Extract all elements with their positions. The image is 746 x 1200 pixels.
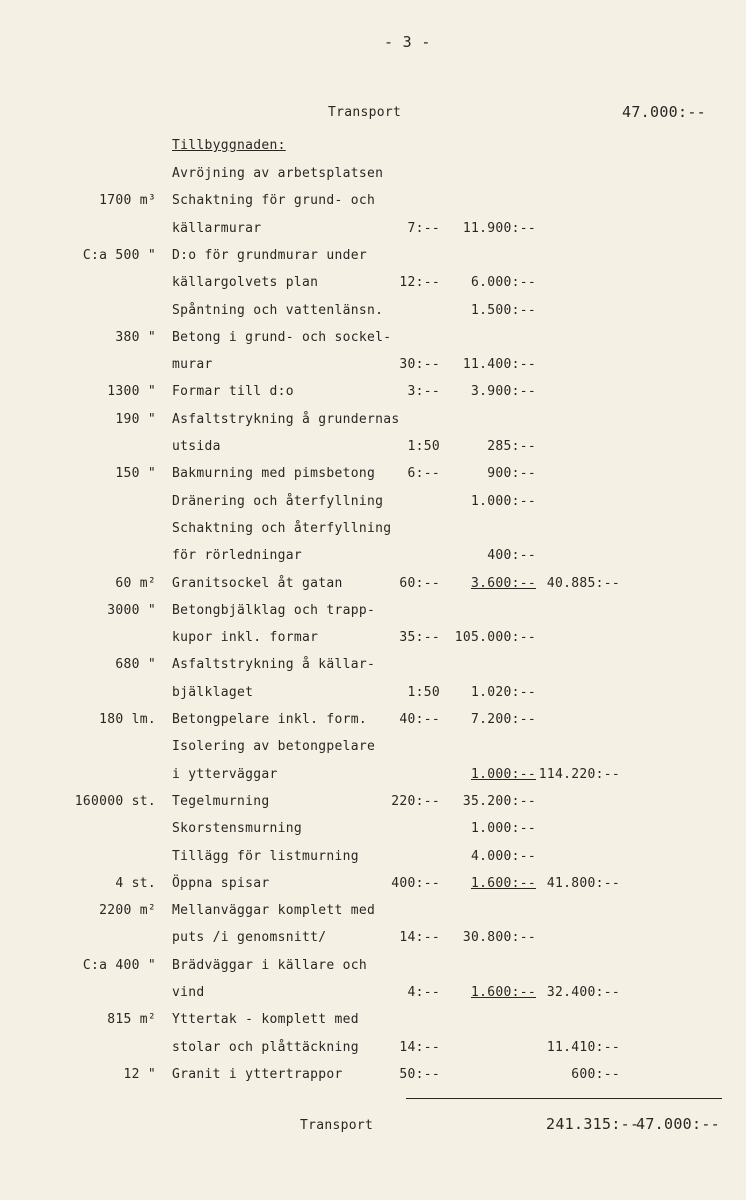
row-description: i ytterväggar — [172, 767, 278, 782]
row-subtotal: 114.220:-- — [538, 767, 620, 782]
row-quantity: 3000 " — [107, 603, 156, 618]
row-description: Brädväggar i källare och — [172, 958, 368, 973]
row-sum: 7.200:-- — [470, 712, 536, 727]
row-description: Tegelmurning — [172, 794, 270, 809]
row-sum: 4.000:-- — [470, 849, 536, 864]
row-sum: 1.000:-- — [470, 767, 536, 782]
row-quantity: 60 m² — [115, 576, 156, 591]
row-description: Spåntning och vattenlänsn. — [172, 303, 384, 318]
header-transport-label: Transport — [328, 105, 402, 120]
row-description: Granit i yttertrappor — [172, 1067, 343, 1082]
row-description: utsida — [172, 439, 221, 454]
row-description: murar — [172, 357, 213, 372]
row-description: Asfaltstrykning å grundernas — [172, 412, 400, 427]
footer-subtotal: 241.315:-- — [546, 1115, 640, 1133]
row-description: källargolvets plan — [172, 275, 319, 290]
row-description: Betongpelare inkl. form. — [172, 712, 368, 727]
row-sum: 3.600:-- — [470, 576, 536, 591]
row-quantity: 160000 st. — [74, 794, 156, 809]
row-unit-price: 400:-- — [391, 876, 440, 891]
row-quantity: 1700 m³ — [99, 193, 156, 208]
row-description: Asfaltstrykning å källar- — [172, 657, 376, 672]
row-description: Yttertak - komplett med — [172, 1012, 359, 1027]
row-description: D:o för grundmurar under — [172, 248, 368, 263]
row-quantity: 4 st. — [115, 876, 156, 891]
row-quantity: 2200 m² — [99, 903, 156, 918]
row-quantity: 12 " — [123, 1067, 156, 1082]
row-quantity: 1300 " — [107, 384, 156, 399]
row-description: kupor inkl. formar — [172, 630, 319, 645]
row-quantity: 150 " — [115, 466, 156, 481]
row-sum: 11.400:-- — [462, 357, 536, 372]
row-unit-price: 220:-- — [391, 794, 440, 809]
row-description: puts /i genomsnitt/ — [172, 930, 327, 945]
row-sum: 3.900:-- — [470, 384, 536, 399]
row-quantity: 180 lm. — [99, 712, 156, 727]
row-unit-price: 50:-- — [399, 1067, 440, 1082]
row-sum: 1.500:-- — [470, 303, 536, 318]
row-sum: 30.800:-- — [462, 930, 536, 945]
row-sum: 11.900:-- — [462, 221, 536, 236]
row-subtotal: 32.400:-- — [546, 985, 620, 1000]
row-sum: 6.000:-- — [470, 275, 536, 290]
row-unit-price: 7:-- — [407, 221, 440, 236]
row-unit-price: 35:-- — [399, 630, 440, 645]
row-sum: 1.000:-- — [470, 821, 536, 836]
row-description: Öppna spisar — [172, 876, 270, 891]
row-quantity: C:a 500 " — [82, 248, 156, 263]
row-unit-price: 4:-- — [407, 985, 440, 1000]
row-unit-price: 12:-- — [399, 275, 440, 290]
row-description: för rörledningar — [172, 548, 303, 563]
row-description: Avröjning av arbetsplatsen — [172, 166, 384, 181]
row-sum: 1.600:-- — [470, 985, 536, 1000]
row-sum: 1.600:-- — [470, 876, 536, 891]
page-number: - 3 - — [384, 33, 431, 51]
row-description: Betong i grund- och sockel- — [172, 330, 392, 345]
row-description: stolar och plåttäckning — [172, 1040, 359, 1055]
row-quantity: 815 m² — [107, 1012, 156, 1027]
row-unit-price: 40:-- — [399, 712, 440, 727]
row-sum: 400:-- — [487, 548, 536, 563]
row-description: Mellanväggar komplett med — [172, 903, 376, 918]
section-heading: Tillbyggnaden: — [172, 138, 286, 153]
footer-transport-amount: 47.000:-- — [636, 1115, 720, 1133]
row-unit-price: 60:-- — [399, 576, 440, 591]
row-subtotal: 40.885:-- — [546, 576, 620, 591]
row-quantity: 680 " — [115, 657, 156, 672]
row-sum: 105.000:-- — [454, 630, 536, 645]
row-subtotal: 600:-- — [571, 1067, 620, 1082]
row-sum: 35.200:-- — [462, 794, 536, 809]
total-rule — [406, 1098, 722, 1099]
row-description: Isolering av betongpelare — [172, 739, 376, 754]
row-description: bjälklaget — [172, 685, 254, 700]
row-description: Tillägg för listmurning — [172, 849, 359, 864]
row-unit-price: 30:-- — [399, 357, 440, 372]
row-description: vind — [172, 985, 205, 1000]
row-description: Betongbjälklag och trapp- — [172, 603, 376, 618]
row-unit-price: 3:-- — [407, 384, 440, 399]
row-description: källarmurar — [172, 221, 262, 236]
row-unit-price: 14:-- — [399, 1040, 440, 1055]
row-subtotal: 41.800:-- — [546, 876, 620, 891]
row-description: Formar till d:o — [172, 384, 294, 399]
row-description: Granitsockel åt gatan — [172, 576, 343, 591]
row-unit-price: 1:50 — [407, 439, 440, 454]
row-unit-price: 6:-- — [407, 466, 440, 481]
header-transport-amount: 47.000:-- — [622, 103, 706, 121]
row-sum: 900:-- — [487, 466, 536, 481]
row-sum: 1.020:-- — [470, 685, 536, 700]
footer-transport-label: Transport — [300, 1118, 374, 1133]
row-sum: 1.000:-- — [470, 494, 536, 509]
row-quantity: C:a 400 " — [82, 958, 156, 973]
row-description: Skorstensmurning — [172, 821, 303, 836]
row-description: Dränering och återfyllning — [172, 494, 384, 509]
row-subtotal: 11.410:-- — [546, 1040, 620, 1055]
row-unit-price: 1:50 — [407, 685, 440, 700]
row-description: Bakmurning med pimsbetong — [172, 466, 376, 481]
row-quantity: 380 " — [115, 330, 156, 345]
row-sum: 285:-- — [487, 439, 536, 454]
row-quantity: 190 " — [115, 412, 156, 427]
row-unit-price: 14:-- — [399, 930, 440, 945]
row-description: Schaktning för grund- och — [172, 193, 376, 208]
row-description: Schaktning och återfyllning — [172, 521, 392, 536]
